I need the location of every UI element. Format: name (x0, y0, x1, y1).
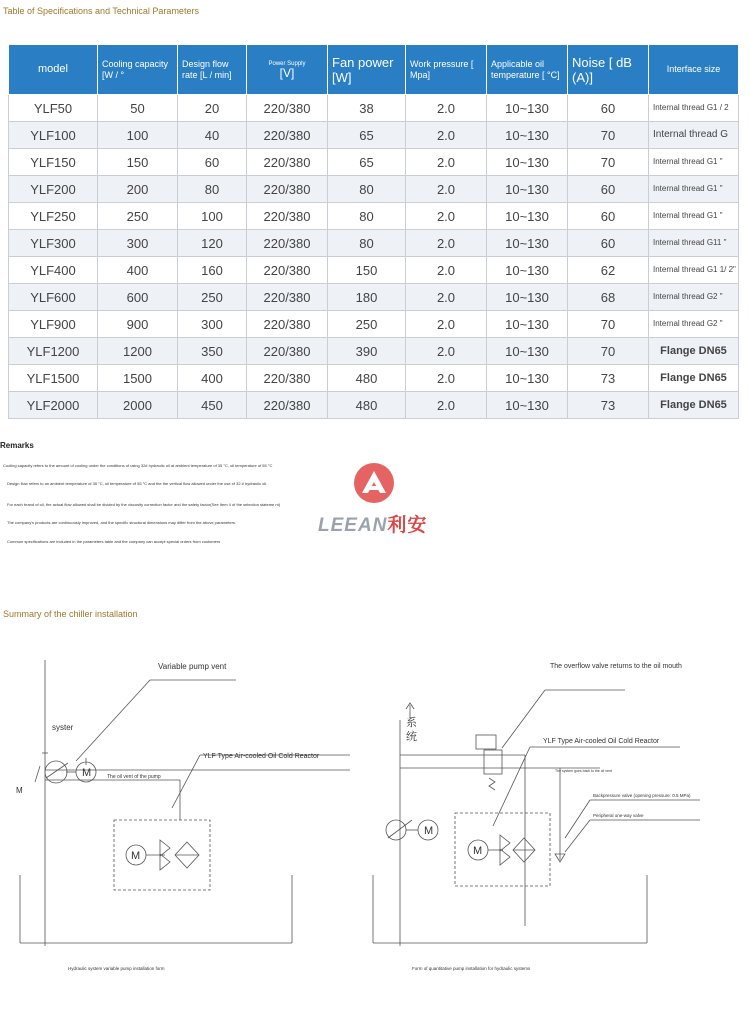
table-cell: 220/380 (247, 338, 328, 365)
label-m-small: M (16, 786, 23, 795)
table-cell: YLF250 (9, 203, 98, 230)
interface-size-cell: Flange DN65 (649, 392, 739, 419)
table-cell: 10~130 (487, 95, 568, 122)
interface-size-cell: Flange DN65 (649, 338, 739, 365)
summary-title: Summary of the chiller installation (3, 609, 138, 619)
interface-size-cell: Internal thread G1 " (649, 203, 739, 230)
table-cell: 60 (568, 95, 649, 122)
table-cell: 2.0 (406, 203, 487, 230)
table-cell: 220/380 (247, 257, 328, 284)
table-row (9, 311, 739, 338)
table-cell: 2.0 (406, 338, 487, 365)
table-cell: 220/380 (247, 392, 328, 419)
label-one-way: Peripheral one-way valve (593, 813, 644, 818)
table-cell: 10~130 (487, 338, 568, 365)
page-title: Table of Specifications and Technical Parameters (3, 6, 199, 16)
table-cell: 300 (98, 230, 178, 257)
table-cell: 100 (98, 122, 178, 149)
header-interface-size: Interface size (649, 45, 739, 95)
table-cell: 70 (568, 149, 649, 176)
table-cell: 200 (98, 176, 178, 203)
table-cell: 160 (178, 257, 247, 284)
table-cell: 2.0 (406, 95, 487, 122)
remark-item: Common specifications are included in the parameters table and the company can accept special orders from customers (7, 539, 221, 544)
header-cooling-capacity: Cooling capacity [W / ° (98, 45, 178, 95)
table-cell: YLF1200 (9, 338, 98, 365)
table-cell: 150 (328, 257, 406, 284)
table-cell: 2.0 (406, 311, 487, 338)
table-cell: 80 (178, 176, 247, 203)
table-cell: 2.0 (406, 122, 487, 149)
remark-item: Design flow refers to an ambient temperature of 35 °C, oil temperature of 55 °C and the the vertical flow allowed under the use of 32 # hydraulic oil. (7, 481, 268, 486)
table-row (9, 149, 739, 176)
table-cell: 120 (178, 230, 247, 257)
header-model: model (9, 45, 98, 95)
table-cell: 600 (98, 284, 178, 311)
logo-text-latin: LEEAN (318, 515, 388, 536)
interface-size-cell: Flange DN65 (649, 365, 739, 392)
header-design-flow: Design flow rate [L / min] (178, 45, 247, 95)
table-cell: YLF200 (9, 176, 98, 203)
interface-size-cell: Internal thread G (649, 122, 739, 149)
table-cell: 400 (98, 257, 178, 284)
table-cell: 10~130 (487, 122, 568, 149)
table-cell: 2.0 (406, 149, 487, 176)
table-cell: 1500 (98, 365, 178, 392)
table-cell: 150 (98, 149, 178, 176)
logo-text-cn: 利安 (387, 515, 428, 536)
interface-size-cell: Internal thread G1 1/ 2" (649, 257, 739, 284)
table-row (9, 257, 739, 284)
interface-size-cell: Internal thread G1 / 2 (649, 95, 739, 122)
label-variable-pump-vent: Variable pump vent (158, 662, 227, 671)
table-cell: 80 (328, 230, 406, 257)
table-cell: 38 (328, 95, 406, 122)
table-cell: 900 (98, 311, 178, 338)
motor-icon: M (473, 845, 483, 857)
table-row (9, 122, 739, 149)
table-cell: 220/380 (247, 230, 328, 257)
table-cell: 2.0 (406, 257, 487, 284)
label-backpressure: Backpressure valve (opening pressure: 0.5 MPa) (593, 793, 691, 798)
header-oil-temperature: Applicable oil temperature [ °C] (487, 45, 568, 95)
installation-diagrams (0, 630, 750, 1012)
table-cell: 220/380 (247, 122, 328, 149)
remark-item: The company's products are continuously improved, and the specific structural dimensions may differ from the above parameters. (7, 520, 237, 525)
label-overflow-text: The overflow valve returns to the oil mouth (550, 663, 682, 670)
label-syster: syster (52, 723, 74, 732)
logo-text (318, 510, 427, 537)
table-cell: 60 (178, 149, 247, 176)
table-cell: YLF100 (9, 122, 98, 149)
table-cell: 400 (178, 365, 247, 392)
table-cell: 50 (98, 95, 178, 122)
table-cell: 2.0 (406, 284, 487, 311)
table-cell: YLF150 (9, 149, 98, 176)
table-row (9, 338, 739, 365)
header-fan-power: Fan power [W] (328, 45, 406, 95)
table-cell: 10~130 (487, 203, 568, 230)
table-cell: 2000 (98, 392, 178, 419)
table-cell: 220/380 (247, 176, 328, 203)
spec-table (8, 44, 739, 419)
table-cell: YLF600 (9, 284, 98, 311)
label-reactor-right: YLF Type Air-cooled Oil Cold Reactor (543, 738, 660, 745)
table-cell: 20 (178, 95, 247, 122)
table-cell: 250 (178, 284, 247, 311)
header-noise: Noise [ dB (A)] (568, 45, 649, 95)
table-cell: 220/380 (247, 365, 328, 392)
motor-icon: M (424, 825, 434, 837)
table-row (9, 95, 739, 122)
label-system-cn-2: 统 (406, 731, 417, 743)
table-row (9, 230, 739, 257)
header-power-supply (247, 45, 328, 95)
table-cell: 73 (568, 392, 649, 419)
table-header-row (9, 45, 739, 95)
table-cell: 480 (328, 392, 406, 419)
table-cell: 60 (568, 230, 649, 257)
table-cell: 10~130 (487, 311, 568, 338)
header-work-pressure: Work pressure [ Mpa] (406, 45, 487, 95)
label-system-cn-1: 系 (406, 717, 417, 729)
table-cell: 60 (568, 203, 649, 230)
table-cell: 70 (568, 338, 649, 365)
table-row (9, 203, 739, 230)
table-cell: 220/380 (247, 284, 328, 311)
interface-size-cell: Internal thread G1 " (649, 176, 739, 203)
table-cell: 250 (328, 311, 406, 338)
table-row (9, 176, 739, 203)
table-cell: 40 (178, 122, 247, 149)
table-row (9, 392, 739, 419)
table-cell: 70 (568, 122, 649, 149)
table-cell: 100 (178, 203, 247, 230)
table-cell: 2.0 (406, 365, 487, 392)
table-cell: 60 (568, 176, 649, 203)
header-power-supply-label: Power Supply (268, 60, 306, 67)
table-cell: 220/380 (247, 203, 328, 230)
motor-icon: M (131, 850, 141, 862)
table-cell: 1200 (98, 338, 178, 365)
table-cell: YLF50 (9, 95, 98, 122)
remark-item: For each brand of oil, the actual flow allowed shall be divided by the viscosity correction factor and the safety factor(See Item 4 of the selection stateme nt) (7, 502, 281, 507)
interface-size-cell: Internal thread G2 " (649, 284, 739, 311)
table-cell: 10~130 (487, 392, 568, 419)
table-row (9, 284, 739, 311)
header-power-supply-unit: [V] (279, 65, 295, 80)
interface-size-cell: Internal thread G11 " (649, 230, 739, 257)
interface-size-cell: Internal thread G2 " (649, 311, 739, 338)
table-cell: 70 (568, 311, 649, 338)
table-cell: 2.0 (406, 176, 487, 203)
table-cell: 65 (328, 149, 406, 176)
table-cell: 10~130 (487, 230, 568, 257)
motor-icon: M (82, 767, 92, 779)
table-cell: 2.0 (406, 230, 487, 257)
table-cell: 10~130 (487, 284, 568, 311)
label-reactor-left: YLF Type Air-cooled Oil Cold Reactor (203, 753, 320, 760)
table-cell: 80 (328, 176, 406, 203)
table-cell: 68 (568, 284, 649, 311)
table-cell: 10~130 (487, 257, 568, 284)
table-cell: 480 (328, 365, 406, 392)
table-cell: 65 (328, 122, 406, 149)
table-cell: 62 (568, 257, 649, 284)
remarks-title: Remarks (0, 441, 34, 450)
table-cell: 180 (328, 284, 406, 311)
table-cell: 80 (328, 203, 406, 230)
table-cell: 250 (98, 203, 178, 230)
remark-item: Cooling capacity refers to the amount of cooling under the conditions of using 32# hydraulic oil at ambient temperature of 35 °C, oil temperature of 55 °C (3, 463, 273, 468)
table-cell: 220/380 (247, 149, 328, 176)
caption-right: Form of quantitative pump installation for hydraulic systems (412, 966, 531, 971)
table-cell: YLF300 (9, 230, 98, 257)
label-overflow (550, 663, 682, 670)
table-row (9, 365, 739, 392)
table-cell: YLF2000 (9, 392, 98, 419)
table-cell: 450 (178, 392, 247, 419)
table-cell: 2.0 (406, 392, 487, 419)
table-cell: 220/380 (247, 311, 328, 338)
table-cell: 73 (568, 365, 649, 392)
interface-size-cell: Internal thread G1 " (649, 149, 739, 176)
table-cell: YLF1500 (9, 365, 98, 392)
table-cell: YLF900 (9, 311, 98, 338)
caption-left: Hydraulic system variable pump installation form (68, 966, 165, 971)
table-cell: 10~130 (487, 176, 568, 203)
table-cell: 300 (178, 311, 247, 338)
table-cell: YLF400 (9, 257, 98, 284)
table-cell: 10~130 (487, 149, 568, 176)
label-oil-vent: The oil vent of the pump (107, 774, 161, 780)
logo-mark-icon (352, 462, 396, 504)
table-cell: 350 (178, 338, 247, 365)
table-cell: 220/380 (247, 95, 328, 122)
table-cell: 10~130 (487, 365, 568, 392)
label-system-goes-back: The system goes back to the oil vent (555, 769, 612, 773)
table-cell: 390 (328, 338, 406, 365)
